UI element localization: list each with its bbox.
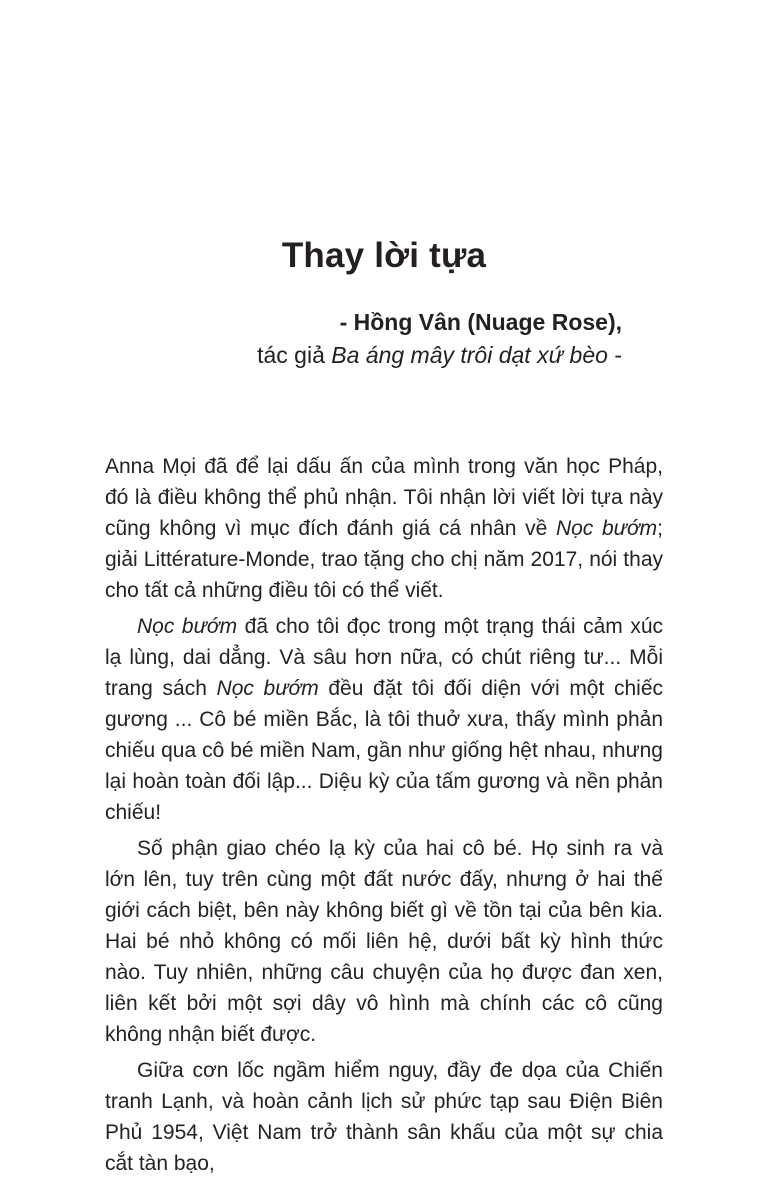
attribution-work-prefix: tác giả <box>257 342 332 368</box>
body-text <box>105 451 663 1179</box>
paragraph-text: đều đặt tôi đối diện với một chiếc gương ... Cô bé miền Bắc, là tôi thuở xưa, thấy mình phản chiếu qua cô bé miền Nam, gần như giống hệt nhau, nhưng lại hoàn toàn đối lập... Diệu kỳ của tấm gương và nền phản chiếu! <box>105 677 663 824</box>
book-title-mention: Nọc bướm <box>555 517 658 540</box>
paragraph-text: Giữa cơn lốc ngầm hiểm nguy, đầy đe dọa của Chiến tranh Lạnh, và hoàn cảnh lịch sử phức tạp sau Điện Biên Phủ 1954, Việt Nam trở thành sân khấu của một sự chia cắt tàn bạo, <box>105 1059 663 1175</box>
page-title: Thay lời tựa <box>281 236 487 275</box>
attribution-work-suffix: - <box>607 342 622 368</box>
paragraph-text: Số phận giao chéo lạ kỳ của hai cô bé. Họ sinh ra và lớn lên, tuy trên cùng một đất nước đấy, nhưng ở hai thế giới cách biệt, bên này không biết gì về tồn tại của bên kia. Hai bé nhỏ không có mối liên hệ, dưới bất kỳ hình thức nào. Tuy nhiên, những câu chuyện của họ được đan xen, liên kết bởi một sợi dây vô hình mà chính các cô cũng không nhận biết được. <box>105 837 663 1046</box>
attribution-book-title: Ba áng mây trôi dạt xứ bèo <box>331 342 608 368</box>
paragraph <box>105 1055 663 1179</box>
attribution-author: - Hồng Vân (Nuage Rose), <box>339 309 622 335</box>
attribution <box>0 306 622 372</box>
paragraph-text: đã cho tôi đọc trong một trạng thái cảm xúc lạ lùng, dai dẳng. Và sâu hơn nữa, có chút riêng tư... Mỗi trang sách <box>105 615 663 700</box>
book-title-mention: Nọc bướm <box>137 615 238 638</box>
attribution-work <box>0 339 622 372</box>
paragraph <box>105 611 663 828</box>
paragraph <box>105 451 663 606</box>
paragraph-text: Anna Mọi đã để lại dấu ấn của mình trong văn học Pháp, đó là điều không thể phủ nhận. Tôi nhận lời viết lời tựa này cũng không vì mục đích đánh giá cá nhân về <box>105 455 663 540</box>
book-title-mention: Nọc bướm <box>216 677 319 700</box>
paragraph <box>105 833 663 1050</box>
paragraph-text: ; giải Littérature-Monde, trao tặng cho chị năm 2017, nói thay cho tất cả những điều tôi có thể viết. <box>105 517 663 602</box>
